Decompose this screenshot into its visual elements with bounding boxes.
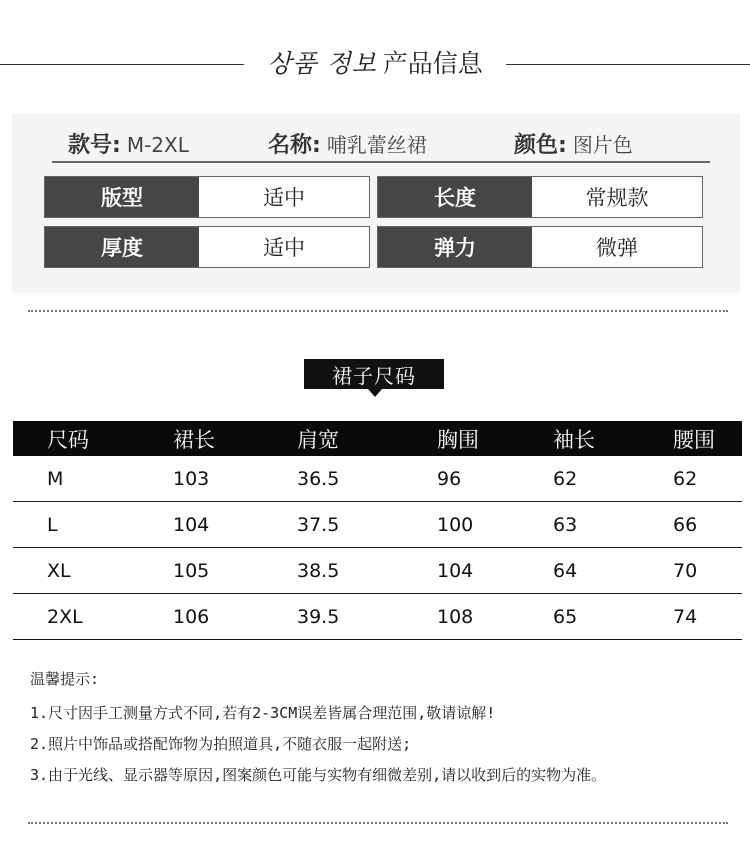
product-name-label: 名称: <box>268 132 321 158</box>
table-row <box>13 594 742 640</box>
table-header-cell: 腰围 <box>673 427 715 452</box>
product-info-row <box>68 126 710 160</box>
attribute-value: 适中 <box>199 177 369 217</box>
product-color <box>514 128 633 159</box>
table-cell: L <box>47 513 58 536</box>
attribute-key: 弹力 <box>378 227 532 267</box>
table-header-cell: 肩宽 <box>297 427 339 452</box>
table-header <box>13 421 742 456</box>
attribute-key: 版型 <box>45 177 199 217</box>
table-cell: 37.5 <box>297 513 340 536</box>
table-cell: 38.5 <box>297 559 340 582</box>
table-header-cell: 裙长 <box>173 427 215 452</box>
table-cell: 106 <box>173 605 210 628</box>
table-cell: 2XL <box>47 605 83 628</box>
table-cell: 104 <box>437 559 474 582</box>
attribute-value: 微弹 <box>532 227 702 267</box>
size-chart-tag: 裙子尺码 <box>304 359 444 389</box>
note-item: 1.尺寸因手工测量方式不同,若有2-3CM误差皆属合理范围,敬请谅解! <box>30 704 496 722</box>
style-number-value: M-2XL <box>126 132 189 157</box>
table-cell: 105 <box>173 559 210 582</box>
table-cell: 63 <box>553 513 578 536</box>
attribute-thickness <box>44 226 370 268</box>
dotted-divider <box>28 310 728 312</box>
table-row <box>13 456 742 502</box>
table-row <box>13 502 742 548</box>
table-row <box>13 548 742 594</box>
attribute-key: 长度 <box>378 177 532 217</box>
table-cell: 62 <box>553 467 578 490</box>
info-underline <box>52 161 710 163</box>
table-cell: 104 <box>173 513 210 536</box>
attribute-value: 常规款 <box>532 177 702 217</box>
header-divider-left <box>0 64 244 65</box>
product-name-value: 哺乳蕾丝裙 <box>326 132 427 157</box>
style-number-label: 款号: <box>68 132 121 158</box>
table-cell: 100 <box>437 513 474 536</box>
table-cell: 64 <box>553 559 578 582</box>
note-item: 2.照片中饰品或搭配饰物为拍照道具,不随衣服一起附送; <box>30 735 412 753</box>
attribute-length <box>377 176 703 218</box>
attribute-value: 适中 <box>199 227 369 267</box>
table-cell: 66 <box>673 513 698 536</box>
size-table <box>13 421 742 640</box>
notes-title: 温馨提示: <box>30 670 100 688</box>
attribute-fit <box>44 176 370 218</box>
product-name <box>268 128 427 159</box>
product-color-label: 颜色: <box>514 132 567 158</box>
note-item: 3.由于光线、显示器等原因,图案颜色可能与实物有细微差别,请以收到后的实物为准。 <box>30 766 607 784</box>
attribute-key: 厚度 <box>45 227 199 267</box>
table-header-cell: 袖长 <box>553 427 595 452</box>
table-cell: 96 <box>437 467 462 490</box>
attribute-elasticity <box>377 226 703 268</box>
table-cell: XL <box>47 559 71 582</box>
style-number <box>68 128 189 159</box>
section-title-chinese: 产品信息 <box>382 49 483 78</box>
table-cell: 65 <box>553 605 578 628</box>
dotted-divider <box>28 822 728 824</box>
table-header-cell: 胸围 <box>437 427 479 452</box>
table-header-cell: 尺码 <box>47 427 89 452</box>
header-divider-right <box>506 64 750 65</box>
table-cell: 103 <box>173 467 210 490</box>
table-cell: 108 <box>437 605 474 628</box>
table-cell: 74 <box>673 605 698 628</box>
size-tag-pointer <box>368 389 382 397</box>
table-cell: 39.5 <box>297 605 340 628</box>
section-title <box>244 44 506 80</box>
section-title-korean: 상품 정보 <box>267 49 377 78</box>
table-cell: 70 <box>673 559 698 582</box>
table-cell: M <box>47 467 64 490</box>
product-color-value: 图片色 <box>572 132 633 157</box>
table-cell: 62 <box>673 467 698 490</box>
table-cell: 36.5 <box>297 467 340 490</box>
